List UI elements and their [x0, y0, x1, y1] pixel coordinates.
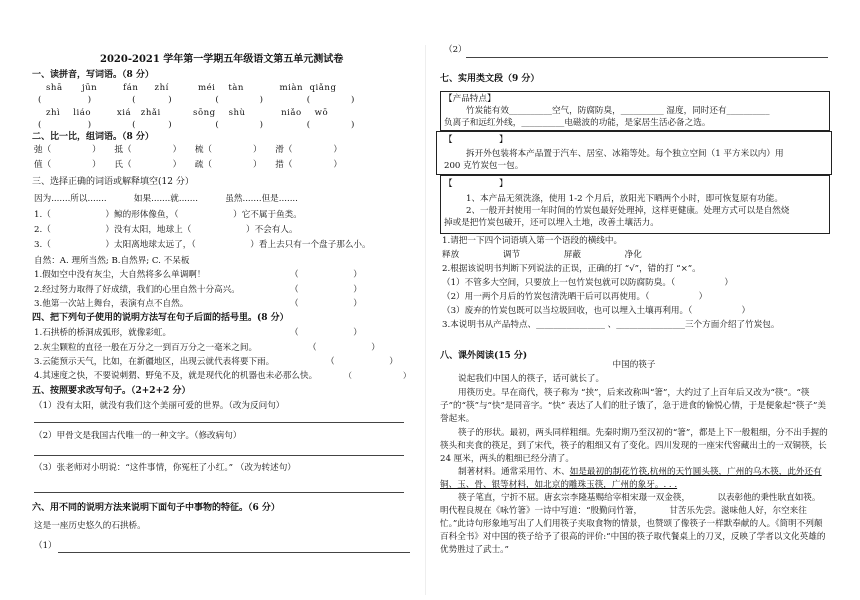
- practical-question-2: 2.根据该说明书判断下列说法的正误，正确的打 “√”，错的打 “×”。: [442, 264, 701, 274]
- answer-line[interactable]: [34, 422, 404, 423]
- article-paragraph-4: [440, 466, 828, 492]
- practical-question-3[interactable]: 3.本说明书从产品特点、________________ 、________________三个方面介绍了竹炭包。: [442, 320, 780, 330]
- usage-line-2: 200 克竹炭包一包。: [444, 161, 524, 171]
- care-line-1: 1、本产品无须洗涤，使用 1-2 个月后，放阳光下晒两个小时，即可恢复原有功能。: [466, 194, 783, 204]
- compare-row-1[interactable]: 弛（ ） 抵（ ） 梳（ ） 滑（ ）: [34, 145, 343, 155]
- answer-line[interactable]: [34, 455, 404, 456]
- true-false-2[interactable]: （2）用一两个月后的竹炭包清洗晒干后可以再使用。（ ）: [442, 292, 708, 302]
- compare-row-2[interactable]: 值（ ） 氏（ ） 疏（ ） 措（ ）: [34, 160, 343, 170]
- section-2-heading: 二、比一比，组词语。（8 分）: [32, 132, 154, 142]
- method-answer-4[interactable]: （ ）: [344, 371, 411, 380]
- section-8-heading: 八、课外阅读(15 分): [440, 351, 528, 361]
- fill-question-3[interactable]: 3.（ ）太阳离地球太远了，（ ）看上去只有一个盘子那么小。: [34, 240, 371, 250]
- ziran-answer-1[interactable]: （ ）: [290, 270, 362, 280]
- usage-line-1: 拆开外包装将本产品置于汽车、居室、冰箱等处。每个独立空间（1 平方米以内）用: [466, 149, 784, 159]
- article-paragraph-3: 筷子的形状。最初，两头同样粗细。先秦时期乃至汉初的“箸”，都是上下一般粗细，分不出手握的筷头和夹食的筷足，到了宋代，筷子的粗细又有了变化。四川发现的一座宋代窖藏出土的一双铜筷，长 24 厘米，两头的粗细已经分清了。: [440, 428, 828, 464]
- method-answer-3[interactable]: （ ）: [326, 357, 398, 367]
- section-6-prompt: 这是一座历史悠久的石拱桥。: [34, 521, 146, 531]
- article-paragraph-5: 筷子笔直，宁折不屈。唐玄宗李隆基赐给宰相宋璟一双金筷， 以表彰他的秉性耿直如筷。明代程良规在《咏竹箸》一诗中写道：“殷勤问竹箸， 甘苦乐先尝。滋味他人好，尔空来往忙。”此诗句形象地写出了人们用筷子夹取食物的情景，也赞颂了像筷子一样默奉献的人。《简明不列颠百科全书》对中国的筷子给予了很高的评价:“中国的筷子取代餐桌上的刀叉，反映了学者以文化英雄的优势胜过了武士。”: [440, 493, 826, 555]
- column-divider: [425, 45, 426, 595]
- answer-line[interactable]: [466, 57, 828, 58]
- underlined-sentence-continued: 此外还有铜、玉、骨、银等材料，如北京的雕珠玉筷，广州的象牙。. . .: [440, 467, 822, 490]
- section-4-heading: 四、把下列句子使用的说明方法写在句子后面的括号里。(8 分）: [32, 313, 289, 323]
- word-options: 释放 调节 屏蔽 净化: [442, 250, 642, 260]
- method-answer-2[interactable]: （ ）: [308, 343, 380, 353]
- care-line-3: 掉或是把竹炭包破开，还可以埋入土地，改善土壤活力。: [444, 218, 659, 228]
- rewrite-question-2: （2）甲骨文是我国古代唯一的一种文字。（修改病句）: [34, 431, 242, 441]
- answer-line[interactable]: [34, 492, 404, 493]
- section-3-heading: 三、选择正确的词语或解释填空(12 分）: [32, 177, 194, 187]
- answer-brackets-row-2[interactable]: ( ) ( ) ( ) ( ): [38, 120, 355, 130]
- usage-label[interactable]: 【 】: [444, 135, 508, 145]
- fill-question-1[interactable]: 1.（ ）鲸的形体像鱼，（ ）它不属于鱼类。: [34, 210, 302, 220]
- exam-title: 2020-2021 学年第一学期五年级语文第五单元测试卷: [100, 54, 344, 65]
- ziran-sentence-2: 2.经过努力取得了好成绩，我们的心里自然十分高兴。: [34, 285, 240, 295]
- section-1-heading: 一、读拼音，写词语。（8 分）: [32, 70, 154, 80]
- section-5-heading: 五、按照要求改写句子。（2+2+2 分）: [32, 386, 191, 396]
- product-features-label: 【产品特点】: [444, 94, 496, 104]
- fill-question-2[interactable]: 2.（ ）没有太阳，地球上（ ）不会有人。: [34, 225, 298, 235]
- true-false-3[interactable]: （3）废弃的竹炭包既可以当垃圾回收，也可以埋入土壤再利用。（ ）: [442, 306, 751, 316]
- answer-line[interactable]: [58, 552, 410, 553]
- product-features-line-2[interactable]: 负离子和远红外线，__________电磁波的功能，是家居生活必备之选。: [444, 118, 711, 128]
- ziran-sentence-1: 1.假如空中没有灰尘，大自然将多么单调啊！: [34, 270, 206, 280]
- underlined-sentence: 如是最初的制花竹筷,杭州的天竹圆头筷，广州的乌木筷，: [569, 467, 788, 477]
- method-sentence-2: 2.灰尘颗粒的直径一般在万分之一到百万分之一毫米之间。: [34, 343, 258, 353]
- ziran-sentence-3: 3.他第一次站上舞台，表演有点不自然。: [34, 299, 189, 309]
- product-features-line-1[interactable]: 竹炭能有效__________空气，防腐防臭，__________ 湿度，同时还有__________: [466, 106, 770, 116]
- ziran-definitions: 自然：A. 理所当然; B.自然界; C. 不呆板: [34, 256, 190, 266]
- pinyin-row-1: shā jūn fán zhí méi tàn miàn qiǎng: [46, 83, 337, 93]
- ziran-answer-3[interactable]: （ ）: [290, 299, 362, 309]
- section-6-answer-label-2: （2）: [444, 45, 467, 55]
- section-6-answer-label-1: （1）: [34, 541, 57, 551]
- section-7-heading: 七、实用类文段（9 分）: [440, 74, 540, 84]
- true-false-1[interactable]: （1）不管多大空间，只要放上一包竹炭包就可以防腐防臭。（ ）: [442, 278, 733, 288]
- article-paragraph-4-intro: 制著材料。通常采用竹、木、: [458, 467, 570, 477]
- method-answer-1[interactable]: （ ）: [290, 328, 362, 338]
- article-paragraph-1: 说起我们中国人的筷子，话可就长了。: [458, 374, 605, 384]
- article-title: 中国的筷子: [612, 360, 656, 370]
- method-sentence-1: 1.石拱桥的桥洞成弧形，就像彩虹。: [34, 328, 172, 338]
- rewrite-question-1: （1）没有太阳，就没有我们这个美丽可爱的世界。（改为反问句）: [34, 401, 285, 411]
- rewrite-question-3: （3）张老师对小明说：“这件事情，你冤枉了小红。” （改为转述句）: [34, 463, 296, 473]
- conjunction-options: 因为.......所以....... 如果.......就....... 虽然.......但是.......: [34, 194, 298, 204]
- practical-question-1: 1.请把一下四个词语填入第一个语段的横线中。: [442, 236, 623, 246]
- method-sentence-4: 4.其速度之快，不要说刺猬、野兔不及，就是现代化的机器也未必那么快。: [34, 371, 318, 381]
- method-sentence-3: 3.云能预示天气，比如，在新疆地区，出现云就代表将要下雨。: [34, 357, 275, 367]
- care-line-2: 2、一般开封使用一年时间的竹炭包最好处理掉，这样更健康。处理方式可以是自然烧: [466, 206, 790, 216]
- care-label[interactable]: 【 】: [444, 179, 508, 189]
- pinyin-row-2: zhì liáo xiá zhǎi sōng shù niǎo wō: [46, 108, 329, 118]
- answer-brackets-row-1[interactable]: ( ) ( ) ( ) ( ): [38, 95, 355, 105]
- article-paragraph-2: 用筷历史。早在商代，筷子称为 “挟”，后来改称叫“箸”，大约过了上百年后又改为“筷”。“筷子”的“筷”与“快”是同音字。“快” 表达了人们的肚子饿了，急于进食的愉悦心情，于是便象起“筷子”美誉起来。: [440, 388, 827, 424]
- ziran-answer-2[interactable]: （ ）: [290, 285, 362, 295]
- section-6-heading: 六、用不同的说明方法来说明下面句子中事物的特征。（6 分）: [32, 503, 280, 513]
